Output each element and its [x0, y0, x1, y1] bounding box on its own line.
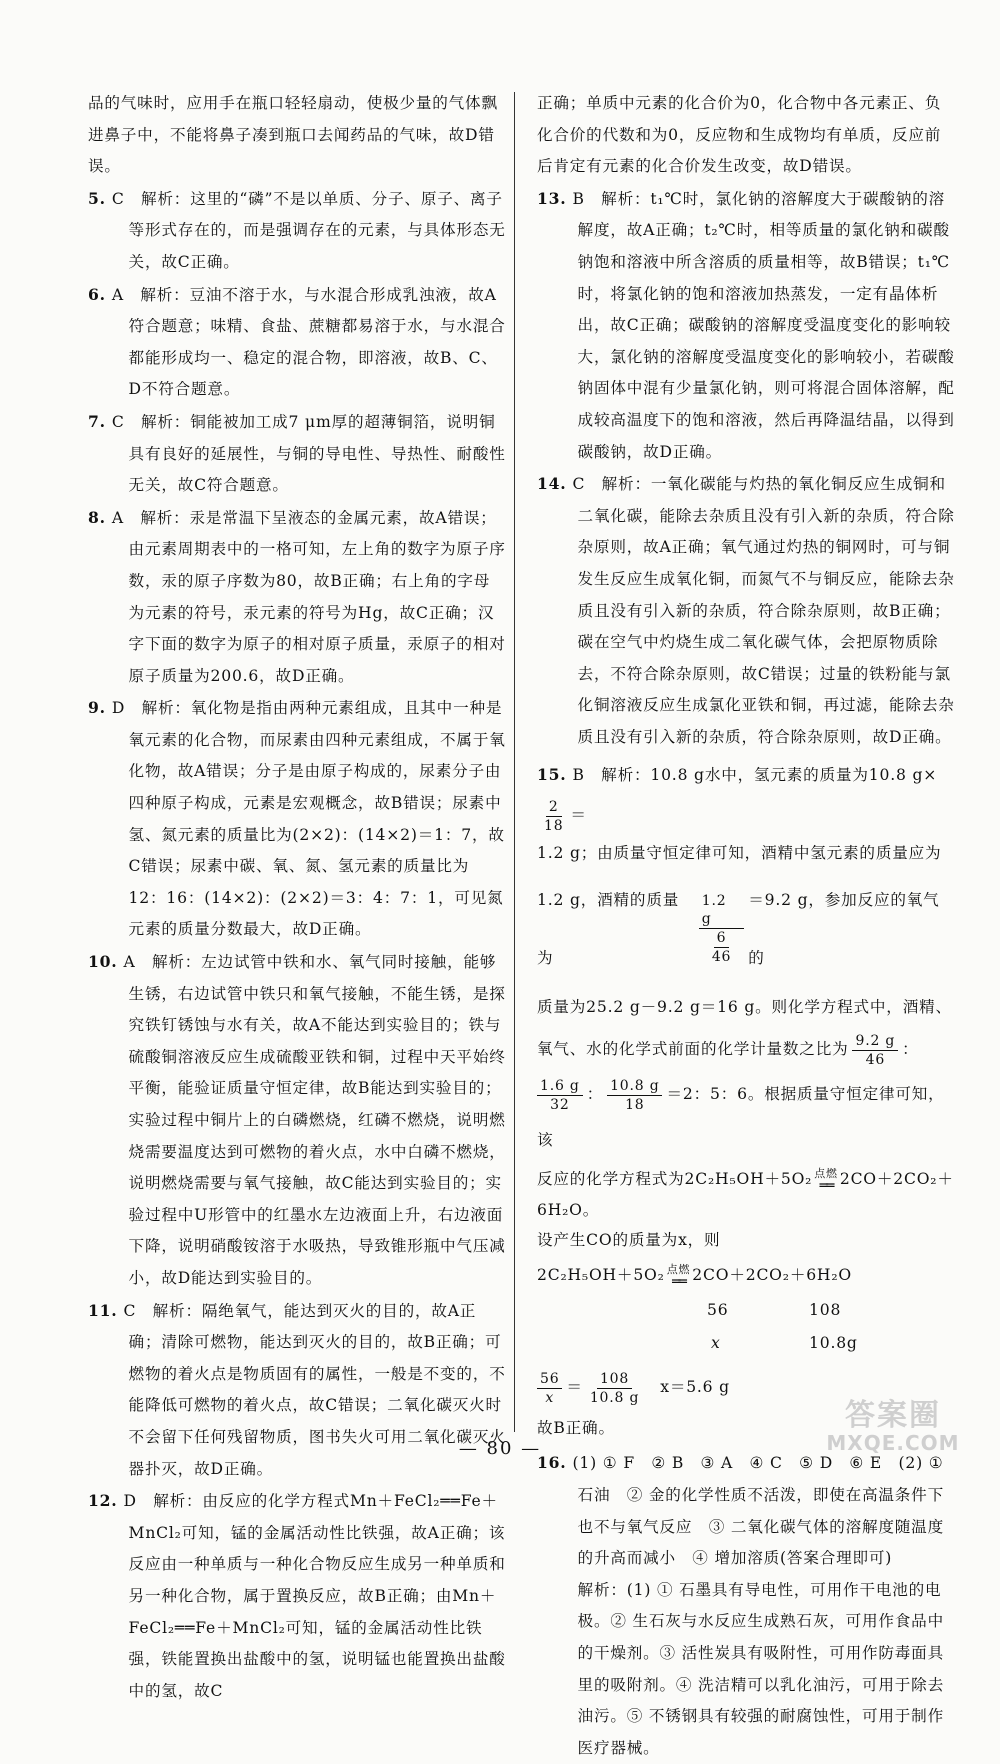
equation-right: 2CO＋2CO₂＋ [839, 1170, 954, 1189]
numerator: 108 [597, 1370, 632, 1389]
answer-text: C 解析：这里的“磷”不是以单质、分子、原子、离子等形式存在的，而是强调存在的元素，与具体形态无关，故C正确。 [111, 189, 506, 271]
answer-text: 正确；单质中元素的化合价为0，化合物中各元素正、负化合价的代数和为0，反应物和生成物均有单质，反应前后肯定有元素的化合价发生改变，故D错误。 [537, 94, 942, 176]
numerator: 6 [714, 929, 730, 948]
answer-10 [88, 946, 506, 1295]
answer-8 [88, 502, 506, 693]
numerator: 9.2 g [852, 1032, 898, 1051]
fraction [537, 1370, 562, 1407]
solution-line: 1.2 g；由质量守恒定律可知，酒精中氢元素的质量应为 [537, 844, 942, 863]
mass-row [537, 1295, 955, 1325]
question-number: 9. [88, 698, 106, 718]
solution-line: 质量为25.2 g－9.2 g＝16 g。则化学方程式中，酒精、 [537, 998, 952, 1017]
answer-14 [537, 468, 955, 753]
inner-fraction [709, 929, 734, 966]
numerator: 2 [546, 798, 562, 817]
denominator: x [545, 1389, 555, 1406]
answer-text: A 解析：豆油不溶于水，与水混合形成乳浊液，故A符合题意；味精、食盐、蔗糖都易溶于水，与水混合都能形成均一、稳定的混合物，即溶液，故B、C、D不符合题意。 [111, 285, 506, 399]
question-number: 15. [537, 765, 567, 785]
answer-text: A 解析：汞是常温下呈液态的金属元素，故A错误；由元素周期表中的一格可知，左上角的数字为原子序数，汞的原子序数为80，故B正确；右上角的字母为元素的符号，汞元素的符号为Hg，故C正确；汉字下面的数字为原子的相对原子质量，汞原子的相对原子质量为200.6，故D正确。 [111, 508, 506, 685]
solution-line: ＝2：5：6。根据质量守恒定律可知，该 [537, 1085, 945, 1150]
answer-9 [88, 692, 506, 946]
denominator: 46 [711, 949, 732, 966]
right-column [537, 88, 955, 1764]
answer-12-continuation [537, 88, 955, 183]
ratio-sign: ： [902, 1040, 919, 1059]
denominator: 18 [544, 817, 564, 834]
answer-text: C 解析：铜能被加工成7 μm厚的超薄铜箔，说明铜具有良好的延展性，与铜的导电性、导热性、耐酸性无关，故C符合题意。 [111, 412, 506, 495]
solution-line: 氧气、水的化学式前面的化学计量数之比为 [537, 1040, 849, 1059]
watermark-url: MXQE.COM [826, 1431, 960, 1455]
watermark-text: 答案圈 [845, 1398, 941, 1433]
solution-line: 故B正确。 [537, 1419, 615, 1438]
question-number: 6. [88, 284, 106, 304]
answer-5 [88, 183, 506, 279]
answer-15 [537, 755, 955, 1443]
question-number: 12. [88, 1491, 118, 1511]
answer-13 [537, 183, 955, 468]
fraction [537, 1077, 583, 1114]
answer-continuation [88, 88, 506, 183]
equation-right: 2CO＋2CO₂＋6H₂O [692, 1266, 852, 1285]
answer-text: D 解析：氧化物是指由两种元素组成，且其中一种是氧元素的化合物，而尿素由四种元素组成，不属于氧化物，故A错误；分子是由原子构成的，尿素分子由四种原子构成，元素是宏观概念，故B错误；尿素中氢、氮元素的质量比为(2×2)：(14×2)＝1：7，故C错误；尿素中碳、氧、氮、氢元素的质量比为12：16：(14×2)：(2×2)＝3：4：7：1，可见氮元素的质量分数最大，故D正确。 [111, 699, 506, 939]
solution-line: B 解析：10.8 g水中，氢元素的质量为10.8 g× [572, 766, 938, 785]
answer-text: 品的气味时，应用手在瓶口轻轻扇动，使极少量的气体飘进鼻子中，不能将鼻子凑到瓶口去闻药品的气味，故D错误。 [88, 94, 498, 176]
equation-left: 2C₂H₅OH＋5O₂ [537, 1266, 665, 1285]
question-number: 14. [537, 474, 567, 494]
answer-text: B 解析：t₁℃时，氯化钠的溶解度大于碳酸钠的溶解度，故A正确；t₂℃时，相等质量的氯化钠和碳酸钠饱和溶液中所含溶质的质量相等，故B错误；t₁℃时，将氯化钠的饱和溶液加热蒸发，一定有晶体析出，故C正确；碳酸钠的溶解度受温度变化的影响较大，氯化钠的溶解度受温度变化的影响较小，若碳酸钠固体中混有少量氯化钠，则可将混合固体溶解，配成较高温度下的饱和溶液，然后再降温结晶，以得到碳酸钠，故D正确。 [572, 189, 955, 461]
question-number: 5. [88, 188, 106, 208]
mass-row [537, 1325, 955, 1361]
answer-12 [88, 1485, 506, 1707]
answer-7 [88, 406, 506, 502]
solution-line: 6H₂O。 [537, 1201, 600, 1220]
fraction [587, 1370, 642, 1407]
numerator: 1.2 g [699, 892, 744, 929]
fraction [541, 798, 566, 835]
question-number: 7. [88, 411, 106, 431]
result: x＝5.6 g [660, 1378, 730, 1397]
denominator: 18 [625, 1096, 645, 1113]
question-number: 13. [537, 188, 567, 208]
answer-16-solution [537, 1575, 955, 1764]
page-number: — 80 — [458, 1438, 542, 1459]
mass-value: x [711, 1334, 721, 1353]
question-number: 16. [537, 1453, 567, 1473]
watermark-logo [808, 1399, 978, 1459]
solution-line: 设产生CO的质量为x，则 [537, 1231, 721, 1250]
reaction-arrow: 点燃 ══ [666, 1263, 691, 1291]
equation-left: 反应的化学方程式为2C₂H₅OH＋5O₂ [537, 1170, 813, 1189]
answer-text: C 解析：隔绝氧气，能达到灭火的目的，故A正确；清除可燃物，能达到灭火的目的，故B正确；可燃物的着火点是物质固有的属性，一般是不变的，不能降低可燃物的着火点，故C错误；二氧化碳灭火时不会留下任何残留物质，图书失火可用二氧化碳灭火器扑灭，故D正确。 [123, 1301, 506, 1478]
mass-value: 56 [707, 1301, 729, 1320]
mass-value: 108 [809, 1301, 842, 1320]
compound-fraction [699, 892, 744, 966]
equals-sign: ＝ [570, 806, 587, 825]
fraction [607, 1077, 662, 1114]
denominator: 46 [865, 1051, 886, 1068]
equals-sign: ＝ [566, 1378, 583, 1397]
solution-line: 1.2 g，酒精的质量为 [537, 891, 680, 968]
answer-text: D 解析：由反应的化学方程式Mn＋FeCl₂══Fe＋MnCl₂可知，锰的金属活动性比铁强，故A正确；该反应由一种单质与一种化合物反应生成另一种单质和另一种化合物，属于置换反应，故B正确；由Mn＋FeCl₂══Fe＋MnCl₂可知，锰的金属活动性比铁强，铁能置换出盐酸中的氢，说明锰也能置换出盐酸中的氢，故C [123, 1492, 506, 1700]
question-number: 8. [88, 507, 106, 527]
numerator: 56 [537, 1370, 562, 1389]
question-number: 11. [88, 1300, 118, 1320]
answer-text: C 解析：一氧化碳能与灼热的氧化铜反应生成铜和二氧化碳，能除去杂质且没有引入新的杂质，符合除杂原则，故A正确；氧气通过灼热的铜网时，可与铜发生反应生成氧化铜，而氮气不与铜反应，能除去杂质且没有引入新的杂质，符合除杂原则，故B正确；碳在空气中灼烧生成二氧化碳气体，会把原物质除去，不符合除杂原则，故C错误；过量的铁粉能与氯化铜溶液反应生成氯化亚铁和铜，再过滤，能除去杂质且没有引入新的杂质，符合除杂原则，故D正确。 [572, 475, 955, 746]
reaction-condition: 点燃 [666, 1263, 691, 1277]
answer-text: (1) ① F ② B ③ A ④ C ⑤ D ⑥ E (2) ① 石油 ② 金的化学性质不活泼，即使在高温条件下也不与氧气反应 ③ 二氧化碳气体的溶解度随温度的升高而减小 ④ 增加溶质(答案合理即可) [572, 1454, 944, 1568]
denominator: 10.8 g [589, 1389, 640, 1406]
left-column [88, 88, 506, 1707]
numerator: 1.6 g [537, 1077, 583, 1096]
reaction-arrow: 点燃 ══ [814, 1167, 838, 1195]
fraction [852, 1032, 898, 1069]
question-number: 10. [88, 952, 118, 972]
ratio-sign: ： [586, 1085, 604, 1104]
answer-6 [88, 279, 506, 406]
solution-line: ＝9.2 g，参加反应的氧气的 [748, 891, 940, 968]
denominator: 32 [550, 1096, 570, 1113]
answer-16 [537, 1447, 955, 1574]
column-divider [514, 92, 515, 1432]
numerator: 10.8 g [607, 1077, 662, 1096]
answer-text: A 解析：左边试管中铁和水、氧气同时接触，能够生锈，右边试管中铁只和氧气接触，不能生锈，是探究铁钉锈蚀与水有关，故A不能达到实验目的；铁与硫酸铜溶液反应生成硫酸亚铁和铜，过程中天平始终平衡，能验证质量守恒定律，故B能达到实验目的；实验过程中铜片上的白磷燃烧，红磷不燃烧，说明燃烧需要温度达到可燃物的着火点，水中白磷不燃烧，说明燃烧需要与氧气接触，故C能达到实验目的；实验过程中U形管中的红墨水左边液面上升，右边液面下降，说明硝酸铵溶于水吸热，导致锥形瓶中气压减小，故D能达到实验目的。 [123, 953, 506, 1287]
solution-text: 解析：(1) ① 石墨具有导电性，可用作干电池的电极。② 生石灰与水反应生成熟石灰，可用作食品中的干燥剂。③ 活性炭具有吸附性，可用作防毒面具里的吸附剂。④ 洗洁精可以乳化油污，可用于除去油污。⑤ 不锈钢具有较强的耐腐蚀性，可用于制作医疗器械。 [577, 1580, 944, 1757]
mass-value: 10.8g [809, 1334, 858, 1353]
reaction-condition: 点燃 [814, 1167, 838, 1181]
